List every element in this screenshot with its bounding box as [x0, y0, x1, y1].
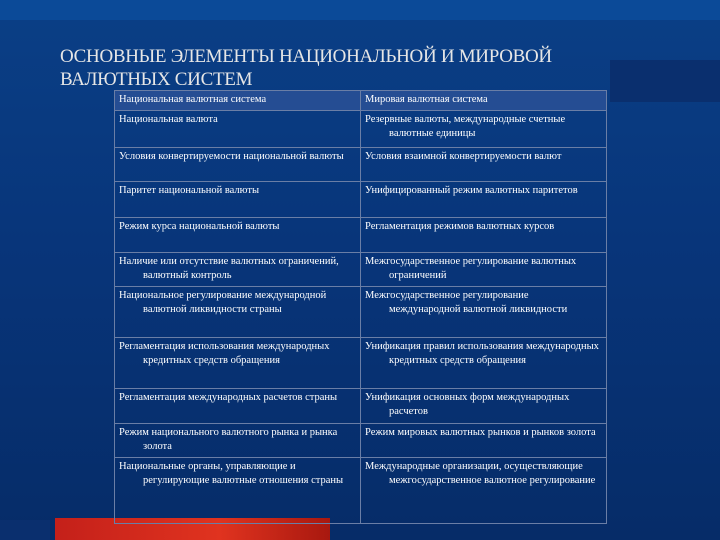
header-national-system: Национальная валютная система — [115, 91, 361, 111]
cell-national: Регламентация международных расчетов страны — [115, 389, 361, 424]
header-world-system: Мировая валютная система — [361, 91, 607, 111]
table-header-row — [115, 91, 607, 111]
table-row — [115, 218, 607, 253]
table-row — [115, 389, 607, 424]
cell-world: Регламентация режимов валютных курсов — [361, 218, 607, 253]
cell-national: Паритет национальной валюты — [115, 182, 361, 218]
top-decor-band — [0, 0, 720, 20]
table-row — [115, 148, 607, 182]
cell-national: Национальное регулирование международной валютной ликвидности страны — [115, 287, 361, 338]
cell-national: Национальная валюта — [115, 111, 361, 148]
table-row — [115, 287, 607, 338]
cell-world: Международные организации, осуществляющие межгосударственное валютное регулирование — [361, 458, 607, 524]
cell-national: Условия конвертируемости национальной валюты — [115, 148, 361, 182]
cell-world: Унифицированный режим валютных паритетов — [361, 182, 607, 218]
right-decor-block — [610, 60, 720, 102]
table-row — [115, 182, 607, 218]
cell-world: Межгосударственное регулирование международной валютной ликвидности — [361, 287, 607, 338]
table-row — [115, 253, 607, 287]
cell-national: Наличие или отсутствие валютных ограничений, валютный контроль — [115, 253, 361, 287]
slide-title: ОСНОВНЫЕ ЭЛЕМЕНТЫ НАЦИОНАЛЬНОЙ И МИРОВОЙ ВАЛЮТНЫХ СИСТЕМ — [60, 46, 552, 90]
table-row — [115, 458, 607, 524]
cell-world: Режим мировых валютных рынков и рынков золота — [361, 424, 607, 458]
bottom-left-decor-block — [0, 520, 50, 540]
table-row — [115, 338, 607, 389]
cell-national: Национальные органы, управляющие и регулирующие валютные отношения страны — [115, 458, 361, 524]
table-row — [115, 111, 607, 148]
cell-world: Унификация основных форм международных расчетов — [361, 389, 607, 424]
cell-world: Межгосударственное регулирование валютных ограничений — [361, 253, 607, 287]
cell-world: Унификация правил использования международных кредитных средств обращения — [361, 338, 607, 389]
cell-national: Режим курса национальной валюты — [115, 218, 361, 253]
cell-world: Резервные валюты, международные счетные валютные единицы — [361, 111, 607, 148]
cell-world: Условия взаимной конвертируемости валют — [361, 148, 607, 182]
cell-national: Режим национального валютного рынка и рынка золота — [115, 424, 361, 458]
cell-national: Регламентация использования международных кредитных средств обращения — [115, 338, 361, 389]
table-row — [115, 424, 607, 458]
comparison-table — [114, 90, 607, 524]
